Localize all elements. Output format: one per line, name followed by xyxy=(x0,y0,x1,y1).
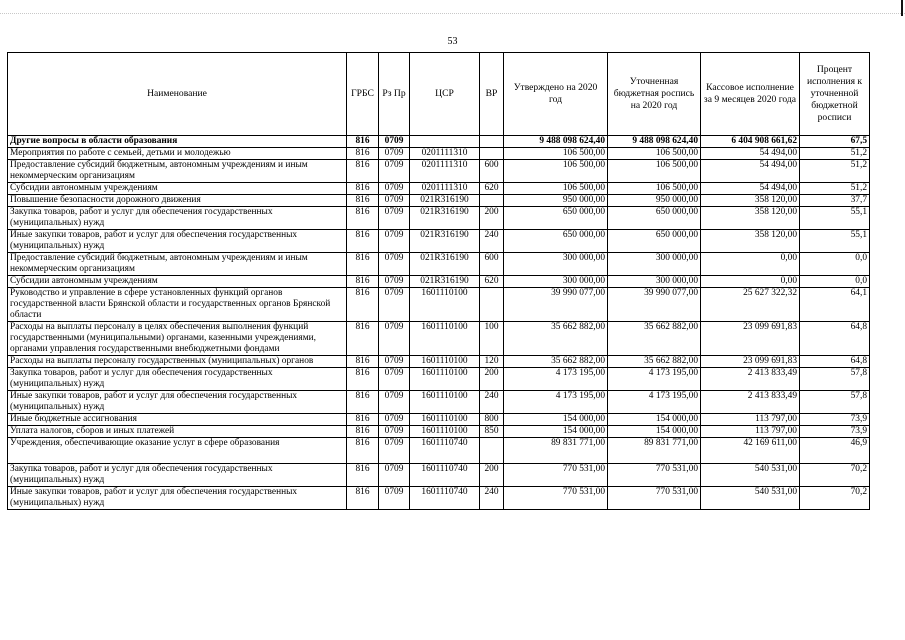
cell-csr: 0201111310 xyxy=(410,160,480,183)
cell-grbs: 816 xyxy=(347,136,379,148)
cell-csr: 021R316190 xyxy=(410,195,480,207)
cell-vr: 240 xyxy=(480,391,504,414)
table-header-row xyxy=(8,53,870,136)
cell-approved: 650 000,00 xyxy=(504,230,608,253)
table-row xyxy=(8,148,870,160)
cell-refined: 650 000,00 xyxy=(608,230,701,253)
cell-vr: 240 xyxy=(480,487,504,510)
cell-vr xyxy=(480,136,504,148)
cell-vr: 120 xyxy=(480,356,504,368)
cell-vr: 620 xyxy=(480,183,504,195)
cell-percent: 64,1 xyxy=(800,288,870,322)
table-row xyxy=(8,391,870,414)
header-percent: Процент исполнения к уточненной бюджетной росписи xyxy=(800,53,870,136)
cell-name: Предоставление субсидий бюджетным, автономным учреждениям и иным некоммерческим организациям xyxy=(8,160,347,183)
cell-percent: 70,2 xyxy=(800,487,870,510)
table-row xyxy=(8,356,870,368)
cell-grbs: 816 xyxy=(347,438,379,464)
cell-rzpr: 0709 xyxy=(379,160,410,183)
cell-cash: 0,00 xyxy=(701,253,800,276)
cell-rzpr: 0709 xyxy=(379,253,410,276)
cell-refined: 39 990 077,00 xyxy=(608,288,701,322)
cell-vr: 200 xyxy=(480,368,504,391)
cell-csr: 1601110100 xyxy=(410,356,480,368)
table-body xyxy=(8,136,870,510)
header-rzpr: Рз Пр xyxy=(379,53,410,136)
cell-rzpr: 0709 xyxy=(379,207,410,230)
cell-rzpr: 0709 xyxy=(379,148,410,160)
cell-rzpr: 0709 xyxy=(379,368,410,391)
header-vr: ВР xyxy=(480,53,504,136)
cell-vr xyxy=(480,195,504,207)
cell-rzpr: 0709 xyxy=(379,356,410,368)
cell-rzpr: 0709 xyxy=(379,183,410,195)
cell-grbs: 816 xyxy=(347,288,379,322)
header-name: Наименование xyxy=(8,53,347,136)
cell-name: Иные бюджетные ассигнования xyxy=(8,414,347,426)
cell-refined: 300 000,00 xyxy=(608,276,701,288)
cell-approved: 106 500,00 xyxy=(504,160,608,183)
cell-approved: 35 662 882,00 xyxy=(504,322,608,356)
cell-approved: 154 000,00 xyxy=(504,426,608,438)
cell-name: Уплата налогов, сборов и иных платежей xyxy=(8,426,347,438)
cell-csr: 1601110100 xyxy=(410,391,480,414)
cell-grbs: 816 xyxy=(347,356,379,368)
cell-grbs: 816 xyxy=(347,160,379,183)
scan-artifact-mark xyxy=(901,0,903,16)
cell-cash: 23 099 691,83 xyxy=(701,356,800,368)
cell-name: Закупка товаров, работ и услуг для обеспечения государственных (муниципальных) нужд xyxy=(8,368,347,391)
cell-vr xyxy=(480,438,504,464)
cell-rzpr: 0709 xyxy=(379,276,410,288)
cell-csr: 021R316190 xyxy=(410,253,480,276)
cell-vr xyxy=(480,148,504,160)
cell-cash: 358 120,00 xyxy=(701,230,800,253)
table-row xyxy=(8,464,870,487)
table-row xyxy=(8,276,870,288)
cell-cash: 540 531,00 xyxy=(701,487,800,510)
cell-rzpr: 0709 xyxy=(379,136,410,148)
cell-cash: 113 797,00 xyxy=(701,414,800,426)
table-row xyxy=(8,368,870,391)
cell-name: Иные закупки товаров, работ и услуг для обеспечения государственных (муниципальных) нужд xyxy=(8,230,347,253)
cell-percent: 51,2 xyxy=(800,148,870,160)
cell-percent: 57,8 xyxy=(800,391,870,414)
cell-approved: 300 000,00 xyxy=(504,276,608,288)
cell-name: Предоставление субсидий бюджетным, автономным учреждениям и иным некоммерческим организациям xyxy=(8,253,347,276)
cell-cash: 54 494,00 xyxy=(701,183,800,195)
cell-cash: 113 797,00 xyxy=(701,426,800,438)
cell-csr: 0201111310 xyxy=(410,148,480,160)
cell-name: Расходы на выплаты персоналу в целях обеспечения выполнения функций государственными (муниципальными) органами, казенными учреждениями, органами управления государственными внебюджетными фондами xyxy=(8,322,347,356)
cell-percent: 73,9 xyxy=(800,426,870,438)
cell-percent: 0,0 xyxy=(800,253,870,276)
scan-artifact-dots xyxy=(0,13,905,16)
cell-name: Другие вопросы в области образования xyxy=(8,136,347,148)
cell-approved: 950 000,00 xyxy=(504,195,608,207)
cell-csr: 021R316190 xyxy=(410,276,480,288)
cell-grbs: 816 xyxy=(347,368,379,391)
cell-cash: 6 404 908 661,62 xyxy=(701,136,800,148)
cell-approved: 106 500,00 xyxy=(504,148,608,160)
cell-percent: 64,8 xyxy=(800,356,870,368)
cell-approved: 300 000,00 xyxy=(504,253,608,276)
table-row xyxy=(8,322,870,356)
cell-refined: 89 831 771,00 xyxy=(608,438,701,464)
cell-grbs: 816 xyxy=(347,464,379,487)
cell-rzpr: 0709 xyxy=(379,487,410,510)
cell-percent: 37,7 xyxy=(800,195,870,207)
table-row xyxy=(8,195,870,207)
cell-csr: 021R316190 xyxy=(410,207,480,230)
cell-approved: 770 531,00 xyxy=(504,464,608,487)
cell-cash: 0,00 xyxy=(701,276,800,288)
cell-csr: 1601110100 xyxy=(410,426,480,438)
cell-cash: 54 494,00 xyxy=(701,160,800,183)
cell-rzpr: 0709 xyxy=(379,288,410,322)
cell-grbs: 816 xyxy=(347,322,379,356)
cell-percent: 55,1 xyxy=(800,207,870,230)
cell-percent: 67,5 xyxy=(800,136,870,148)
cell-csr: 1601110100 xyxy=(410,414,480,426)
cell-vr xyxy=(480,288,504,322)
cell-csr: 1601110740 xyxy=(410,438,480,464)
cell-name: Субсидии автономным учреждениям xyxy=(8,183,347,195)
cell-cash: 358 120,00 xyxy=(701,195,800,207)
cell-percent: 70,2 xyxy=(800,464,870,487)
table-row xyxy=(8,136,870,148)
table-row xyxy=(8,438,870,464)
cell-vr: 600 xyxy=(480,160,504,183)
cell-rzpr: 0709 xyxy=(379,391,410,414)
cell-name: Расходы на выплаты персоналу государственных (муниципальных) органов xyxy=(8,356,347,368)
table-row xyxy=(8,487,870,510)
cell-csr xyxy=(410,136,480,148)
header-approved: Утверждено на 2020 год xyxy=(504,53,608,136)
page-number: 53 xyxy=(447,36,458,47)
cell-approved: 770 531,00 xyxy=(504,487,608,510)
cell-cash: 54 494,00 xyxy=(701,148,800,160)
cell-vr: 620 xyxy=(480,276,504,288)
header-refined: Уточненная бюджетная роспись на 2020 год xyxy=(608,53,701,136)
cell-grbs: 816 xyxy=(347,230,379,253)
cell-rzpr: 0709 xyxy=(379,426,410,438)
cell-approved: 106 500,00 xyxy=(504,183,608,195)
cell-cash: 358 120,00 xyxy=(701,207,800,230)
cell-vr: 100 xyxy=(480,322,504,356)
cell-vr: 850 xyxy=(480,426,504,438)
cell-name: Учреждения, обеспечивающие оказание услуг в сфере образования xyxy=(8,438,347,464)
cell-csr: 1601110100 xyxy=(410,368,480,391)
cell-refined: 35 662 882,00 xyxy=(608,356,701,368)
cell-cash: 2 413 833,49 xyxy=(701,391,800,414)
cell-name: Субсидии автономным учреждениям xyxy=(8,276,347,288)
cell-vr: 240 xyxy=(480,230,504,253)
cell-name: Закупка товаров, работ и услуг для обеспечения государственных (муниципальных) нужд xyxy=(8,207,347,230)
cell-rzpr: 0709 xyxy=(379,322,410,356)
cell-csr: 1601110100 xyxy=(410,322,480,356)
cell-name: Иные закупки товаров, работ и услуг для обеспечения государственных (муниципальных) нужд xyxy=(8,391,347,414)
cell-grbs: 816 xyxy=(347,253,379,276)
cell-cash: 25 627 322,32 xyxy=(701,288,800,322)
cell-csr: 0201111310 xyxy=(410,183,480,195)
cell-name: Мероприятия по работе с семьей, детьми и молодежью xyxy=(8,148,347,160)
cell-csr: 1601110740 xyxy=(410,487,480,510)
table-row xyxy=(8,230,870,253)
cell-percent: 51,2 xyxy=(800,160,870,183)
cell-name: Закупка товаров, работ и услуг для обеспечения государственных (муниципальных) нужд xyxy=(8,464,347,487)
cell-refined: 106 500,00 xyxy=(608,183,701,195)
cell-csr: 1601110100 xyxy=(410,288,480,322)
cell-refined: 35 662 882,00 xyxy=(608,322,701,356)
cell-approved: 154 000,00 xyxy=(504,414,608,426)
cell-refined: 4 173 195,00 xyxy=(608,391,701,414)
cell-grbs: 816 xyxy=(347,195,379,207)
cell-approved: 4 173 195,00 xyxy=(504,391,608,414)
cell-refined: 650 000,00 xyxy=(608,207,701,230)
cell-cash: 2 413 833,49 xyxy=(701,368,800,391)
cell-name: Повышение безопасности дорожного движения xyxy=(8,195,347,207)
cell-refined: 9 488 098 624,40 xyxy=(608,136,701,148)
cell-percent: 73,9 xyxy=(800,414,870,426)
cell-grbs: 816 xyxy=(347,276,379,288)
cell-percent: 64,8 xyxy=(800,322,870,356)
cell-refined: 106 500,00 xyxy=(608,160,701,183)
cell-approved: 39 990 077,00 xyxy=(504,288,608,322)
table-row xyxy=(8,426,870,438)
cell-grbs: 816 xyxy=(347,148,379,160)
header-csr: ЦСР xyxy=(410,53,480,136)
header-grbs: ГРБС xyxy=(347,53,379,136)
cell-refined: 300 000,00 xyxy=(608,253,701,276)
cell-cash: 23 099 691,83 xyxy=(701,322,800,356)
table-row xyxy=(8,288,870,322)
cell-rzpr: 0709 xyxy=(379,414,410,426)
cell-vr: 600 xyxy=(480,253,504,276)
cell-percent: 55,1 xyxy=(800,230,870,253)
cell-approved: 650 000,00 xyxy=(504,207,608,230)
cell-cash: 42 169 611,00 xyxy=(701,438,800,464)
cell-csr: 021R316190 xyxy=(410,230,480,253)
cell-refined: 770 531,00 xyxy=(608,487,701,510)
cell-percent: 51,2 xyxy=(800,183,870,195)
cell-grbs: 816 xyxy=(347,391,379,414)
cell-approved: 35 662 882,00 xyxy=(504,356,608,368)
cell-cash: 540 531,00 xyxy=(701,464,800,487)
cell-approved: 89 831 771,00 xyxy=(504,438,608,464)
table-row xyxy=(8,207,870,230)
cell-grbs: 816 xyxy=(347,183,379,195)
cell-rzpr: 0709 xyxy=(379,230,410,253)
cell-approved: 9 488 098 624,40 xyxy=(504,136,608,148)
cell-vr: 800 xyxy=(480,414,504,426)
cell-refined: 950 000,00 xyxy=(608,195,701,207)
cell-grbs: 816 xyxy=(347,207,379,230)
cell-grbs: 816 xyxy=(347,414,379,426)
cell-rzpr: 0709 xyxy=(379,438,410,464)
cell-rzpr: 0709 xyxy=(379,464,410,487)
cell-approved: 4 173 195,00 xyxy=(504,368,608,391)
cell-percent: 57,8 xyxy=(800,368,870,391)
cell-refined: 154 000,00 xyxy=(608,426,701,438)
table-row xyxy=(8,253,870,276)
cell-refined: 154 000,00 xyxy=(608,414,701,426)
cell-refined: 106 500,00 xyxy=(608,148,701,160)
cell-grbs: 816 xyxy=(347,487,379,510)
cell-name: Иные закупки товаров, работ и услуг для обеспечения государственных (муниципальных) нужд xyxy=(8,487,347,510)
cell-percent: 46,9 xyxy=(800,438,870,464)
table-row xyxy=(8,160,870,183)
budget-table xyxy=(7,52,870,510)
cell-grbs: 816 xyxy=(347,426,379,438)
cell-csr: 1601110740 xyxy=(410,464,480,487)
cell-refined: 4 173 195,00 xyxy=(608,368,701,391)
table-row xyxy=(8,414,870,426)
table-row xyxy=(8,183,870,195)
cell-rzpr: 0709 xyxy=(379,195,410,207)
cell-vr: 200 xyxy=(480,464,504,487)
cell-percent: 0,0 xyxy=(800,276,870,288)
header-cash: Кассовое исполнение за 9 месяцев 2020 года xyxy=(701,53,800,136)
cell-refined: 770 531,00 xyxy=(608,464,701,487)
cell-name: Руководство и управление в сфере установленных функций органов государственной власти Брянской области и государственных органов Брянской области xyxy=(8,288,347,322)
cell-vr: 200 xyxy=(480,207,504,230)
